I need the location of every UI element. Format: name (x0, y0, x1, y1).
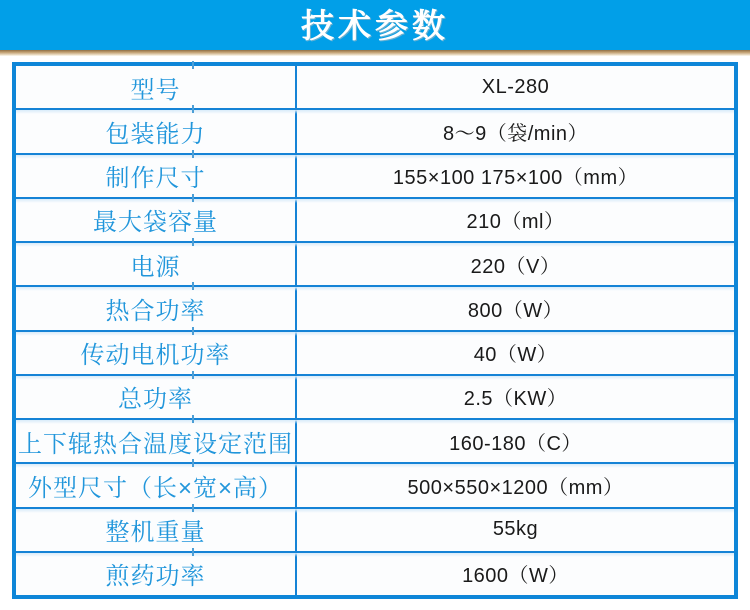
table-row (16, 241, 734, 285)
spec-value: 210（ml） (466, 211, 565, 234)
spec-label: 总功率 (16, 376, 297, 418)
spec-label: 整机重量 (16, 509, 297, 551)
spec-value: 500×550×1200（mm） (407, 476, 624, 499)
spec-label: 热合功率 (16, 287, 297, 329)
spec-label: 电源 (16, 243, 297, 285)
spec-value: 8～9（袋/min） (442, 122, 589, 145)
spec-value: 40（W） (473, 344, 558, 367)
spec-label: 上下辊热合温度设定范围 (16, 420, 297, 462)
table-row (16, 66, 734, 108)
table-row (16, 462, 734, 506)
table-row (16, 507, 734, 551)
spec-label: 制作尺寸 (16, 155, 297, 197)
spec-label: 型号 (16, 66, 297, 108)
spec-value: 160-180（C） (449, 432, 582, 455)
spec-value: 55kg (492, 518, 539, 541)
spec-value: 1600（W） (462, 565, 569, 588)
spec-value: 800（W） (467, 299, 564, 322)
spec-value: 220（V） (470, 255, 561, 278)
table-row (16, 418, 734, 462)
spec-value: 2.5（KW） (463, 388, 568, 411)
table-row (16, 330, 734, 374)
header-banner (0, 0, 750, 50)
spec-label: 最大袋容量 (16, 199, 297, 241)
spec-value: XL-280 (481, 75, 550, 98)
spec-label: 外型尺寸（长×宽×高） (16, 464, 297, 506)
table-row (16, 108, 734, 152)
table-row (16, 374, 734, 418)
spec-value: 155×100 175×100（mm） (392, 167, 639, 190)
header-shadow (0, 50, 750, 56)
page-title: 技术参数 (301, 6, 449, 44)
spec-label: 传动电机功率 (16, 332, 297, 374)
table-row (16, 285, 734, 329)
spec-label: 包装能力 (16, 110, 297, 152)
table-row (16, 197, 734, 241)
spec-table (12, 62, 738, 599)
table-row (16, 551, 734, 595)
table-row (16, 153, 734, 197)
spec-label: 煎药功率 (16, 553, 297, 595)
